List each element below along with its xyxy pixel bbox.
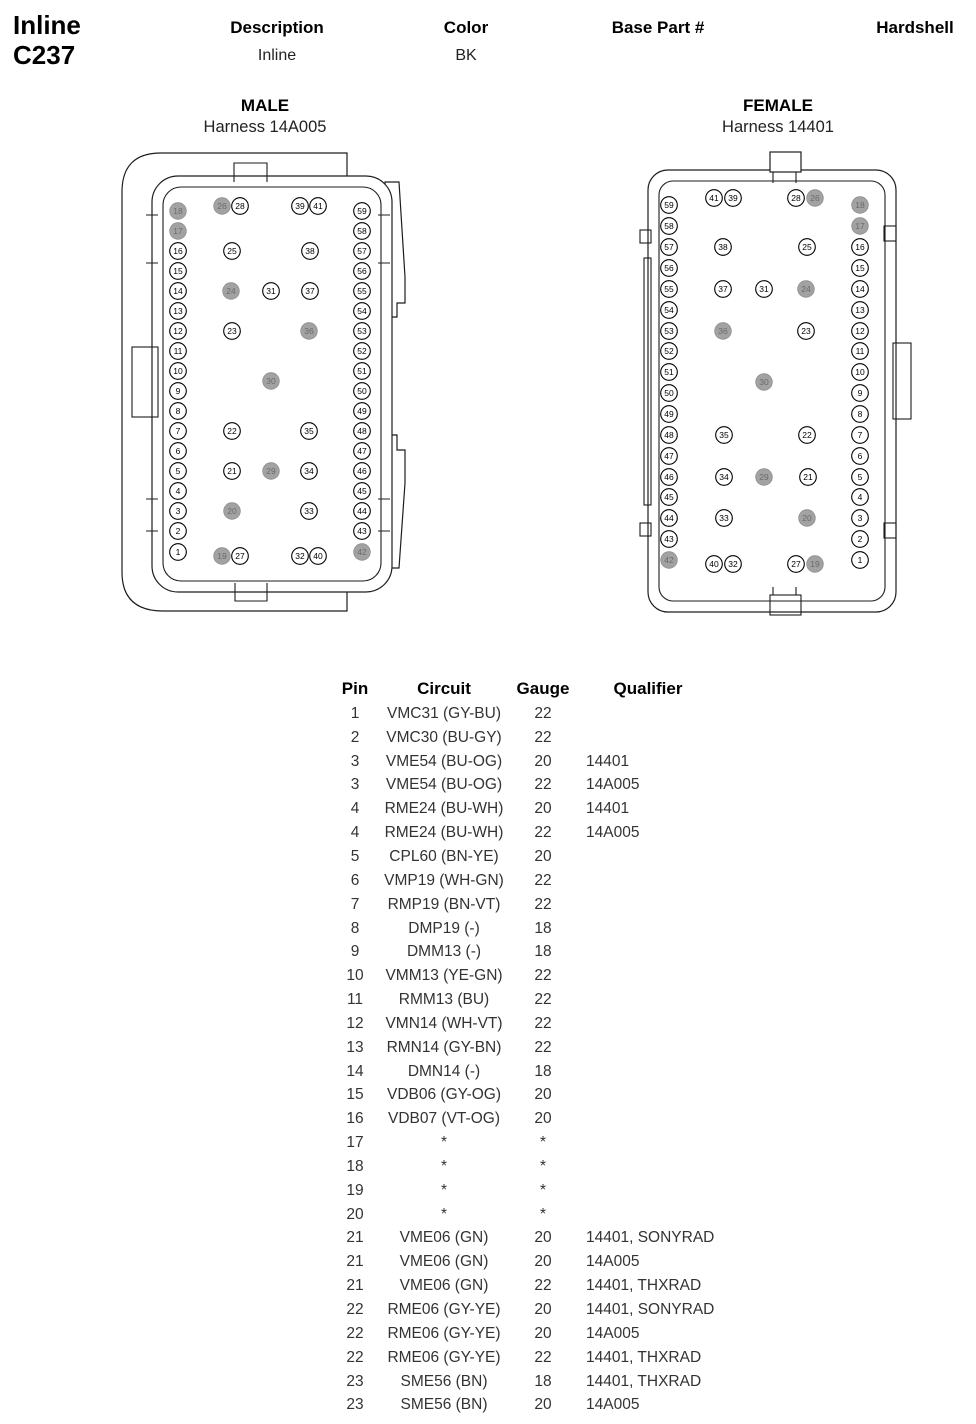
cell-circ: CPL60 (BN-YE) [389,847,499,865]
pin-number-label: 8 [857,409,863,419]
pin-number-label: 51 [664,367,674,377]
pin-number-label: 25 [802,242,812,252]
pin-number-label: 43 [357,526,367,536]
table-row [0,1084,976,1108]
table-row [0,940,976,964]
cell-pin: 3 [350,776,360,794]
female-subtitle: Harness 14401 [722,118,834,136]
cell-circ: VME54 (BU-OG) [385,776,503,794]
pin-number-label: 47 [664,451,674,461]
pin-number-label: 56 [357,266,367,276]
pin-number-label: 10 [173,366,183,376]
pin-number-label: 6 [175,446,181,456]
cell-pin: 9 [350,943,360,961]
pin-number-label: 17 [173,226,183,236]
pin-number-label: 46 [664,472,674,482]
cell-qual: 14A005 [586,776,640,794]
cell-circ: RME06 (GY-YE) [387,1324,501,1342]
pin-number-label: 31 [759,284,769,294]
table-row [0,1322,976,1346]
header-pin: Pin [341,679,369,698]
pin-number-label: 55 [664,284,674,294]
pin-number-label: 52 [664,346,674,356]
cell-pin: 8 [350,919,360,937]
connector-id-label: C237 [13,40,76,70]
cell-circ: VMP19 (WH-GN) [384,871,504,889]
cell-circ: * [440,1157,448,1175]
pin-number-label: 44 [664,513,674,523]
pin-number-label: 49 [357,406,367,416]
cell-gauge: 20 [534,1229,552,1247]
cell-qual: 14A005 [586,1396,640,1414]
pin-number-label: 34 [304,466,314,476]
pin-number-label: 7 [175,426,181,436]
cell-gauge: 22 [534,1348,552,1366]
male-title: MALE [240,96,290,115]
pin-number-label: 29 [266,466,276,476]
table-row [0,797,976,821]
header-gauge: Gauge [516,679,570,698]
pin-number-label: 30 [266,376,276,386]
pin-number-label: 32 [295,551,305,561]
cell-gauge: * [539,1134,547,1152]
table-row [0,1298,976,1322]
female-title: FEMALE [743,96,813,115]
table-row [0,917,976,941]
pin-number-label: 12 [173,326,183,336]
cell-qual: 14401, THXRAD [586,1372,702,1390]
table-row [0,1179,976,1203]
pin-number-label: 41 [709,193,719,203]
pin-number-label: 30 [759,377,769,387]
cell-gauge: 20 [534,752,552,770]
pin-number-label: 3 [857,513,863,523]
pin-number-label: 23 [801,326,811,336]
pin-number-label: 5 [857,472,863,482]
cell-pin: 19 [346,1181,364,1199]
table-row [0,1012,976,1036]
cell-circ: VMN14 (WH-VT) [385,1014,503,1032]
pin-number-label: 31 [266,286,276,296]
cell-gauge: 22 [534,895,552,913]
pin-number-label: 14 [173,286,183,296]
pin-number-label: 13 [173,306,183,316]
cell-circ: VME54 (BU-OG) [385,752,503,770]
cell-pin: 22 [346,1301,364,1319]
cell-pin: 15 [346,1086,364,1104]
pin-number-label: 33 [719,513,729,523]
cell-gauge: 22 [534,1038,552,1056]
pin-number-label: 20 [227,506,237,516]
color-value: BK [455,47,477,64]
cell-gauge: 18 [534,943,552,961]
cell-qual: 14401 [586,800,630,818]
pin-number-label: 35 [304,426,314,436]
male-subtitle: Harness 14A005 [203,118,327,136]
pin-number-label: 49 [664,409,674,419]
cell-gauge: 22 [534,704,552,722]
cell-pin: 14 [346,1062,364,1080]
cell-pin: 4 [350,800,360,818]
pin-number-label: 24 [801,284,811,294]
cell-pin: 5 [350,847,360,865]
table-row [0,964,976,988]
cell-qual: 14A005 [586,1324,640,1342]
pin-number-label: 57 [357,246,367,256]
pin-number-label: 19 [217,551,227,561]
cell-pin: 18 [346,1157,364,1175]
pin-number-label: 38 [718,242,728,252]
pin-number-label: 53 [357,326,367,336]
header-circuit: Circuit [417,679,471,698]
pin-number-label: 59 [357,206,367,216]
table-row [0,702,976,726]
pin-number-label: 36 [304,326,314,336]
pin-number-label: 22 [227,426,237,436]
pin-number-label: 4 [175,486,181,496]
pin-number-label: 23 [227,326,237,336]
pin-number-label: 43 [664,534,674,544]
pin-number-label: 21 [803,472,813,482]
table-row [0,1227,976,1251]
pin-number-label: 44 [357,506,367,516]
pin-number-label: 33 [304,506,314,516]
table-row [0,845,976,869]
pin-number-label: 35 [719,430,729,440]
pin-number-label: 12 [855,326,865,336]
pin-number-label: 2 [857,534,863,544]
table-row [0,1370,976,1394]
pin-number-label: 42 [357,547,367,557]
pin-number-label: 40 [709,559,719,569]
cell-circ: * [440,1181,448,1199]
cell-pin: 10 [346,967,364,985]
cell-circ: VMC30 (BU-GY) [386,728,502,746]
cell-pin: 21 [346,1229,364,1247]
pin-number-label: 39 [728,193,738,203]
cell-gauge: 22 [534,871,552,889]
pin-number-label: 20 [802,513,812,523]
pin-number-label: 55 [357,286,367,296]
female-connector-diagram [635,140,925,620]
pin-number-label: 45 [664,492,674,502]
pin-number-label: 28 [791,193,801,203]
pin-number-label: 11 [855,346,865,356]
pin-number-label: 45 [357,486,367,496]
table-row [0,1393,976,1417]
pin-number-label: 47 [357,446,367,456]
pin-number-label: 32 [728,559,738,569]
cell-circ: VME06 (GN) [399,1277,489,1295]
cell-circ: RMP19 (BN-VT) [387,895,501,913]
pin-number-label: 41 [313,201,323,211]
pin-number-label: 11 [173,346,183,356]
pin-number-label: 26 [810,193,820,203]
pin-number-label: 18 [173,206,183,216]
pin-number-label: 17 [855,221,865,231]
table-row [0,893,976,917]
cell-qual: 14401, SONYRAD [586,1301,715,1319]
cell-circ: SME56 (BN) [400,1396,488,1414]
cell-circ: DMP19 (-) [408,919,480,937]
table-row [0,750,976,774]
table-row [0,1036,976,1060]
pin-number-label: 22 [802,430,812,440]
cell-pin: 7 [350,895,360,913]
pin-number-label: 8 [175,406,181,416]
cell-gauge: 20 [534,1324,552,1342]
cell-gauge: 20 [534,1396,552,1414]
cell-pin: 21 [346,1253,364,1271]
table-row [0,1131,976,1155]
pin-number-label: 56 [664,263,674,273]
pin-number-label: 58 [664,221,674,231]
pin-number-label: 15 [855,263,865,273]
table-row [0,1346,976,1370]
pin-number-label: 21 [227,466,237,476]
cell-circ: * [440,1205,448,1223]
cell-circ: RME24 (BU-WH) [384,800,504,818]
pin-number-label: 48 [664,430,674,440]
cell-gauge: 20 [534,1301,552,1319]
pin-number-label: 16 [173,246,183,256]
pin-number-label: 28 [235,201,245,211]
pin-number-label: 51 [357,366,367,376]
cell-circ: RMM13 (BU) [398,991,490,1009]
pin-table-body [0,702,976,1417]
pin-number-label: 42 [664,555,674,565]
table-row [0,988,976,1012]
cell-pin: 20 [346,1205,364,1223]
cell-gauge: 22 [534,967,552,985]
pin-number-label: 18 [855,200,865,210]
cell-circ: VDB06 (GY-OG) [387,1086,501,1104]
cell-circ: VME06 (GN) [399,1229,489,1247]
cell-gauge: 18 [534,1062,552,1080]
cell-gauge: 18 [534,919,552,937]
description-header: Description [230,18,324,37]
cell-qual: 14A005 [586,824,640,842]
pin-number-label: 16 [855,242,865,252]
table-row [0,774,976,798]
pin-number-label: 1 [857,555,863,565]
pin-number-label: 2 [175,526,181,536]
cell-pin: 2 [350,728,360,746]
pin-number-label: 50 [664,388,674,398]
pin-number-label: 57 [664,242,674,252]
pin-number-label: 46 [357,466,367,476]
cell-gauge: 20 [534,800,552,818]
pin-number-label: 19 [810,559,820,569]
table-row [0,1203,976,1227]
cell-pin: 11 [346,991,364,1009]
pin-number-label: 3 [175,506,181,516]
table-row [0,1107,976,1131]
pin-number-label: 54 [664,305,674,315]
cell-gauge: * [539,1181,547,1199]
pin-number-label: 50 [357,386,367,396]
pin-number-label: 27 [235,551,245,561]
table-row [0,1060,976,1084]
cell-pin: 21 [346,1277,364,1295]
pin-table-header [0,676,976,702]
pin-number-label: 10 [855,367,865,377]
male-connector-diagram [115,140,445,620]
pin-number-label: 1 [175,547,181,557]
pin-number-label: 38 [305,246,315,256]
hardshell-header: Hardshell [876,18,954,37]
table-row [0,1274,976,1298]
cell-circ: VMC31 (GY-BU) [387,704,501,722]
pin-number-label: 34 [719,472,729,482]
pin-number-label: 9 [175,386,181,396]
connector-type-label: Inline [13,10,81,40]
table-row [0,726,976,750]
cell-gauge: 22 [534,1277,552,1295]
cell-pin: 13 [346,1038,364,1056]
cell-gauge: 22 [534,991,552,1009]
pin-number-label: 6 [857,451,863,461]
cell-pin: 22 [346,1324,364,1342]
pin-number-label: 13 [855,305,865,315]
table-row [0,1250,976,1274]
pin-number-label: 36 [718,326,728,336]
cell-gauge: 18 [534,1372,552,1390]
cell-gauge: 20 [534,847,552,865]
pin-number-label: 40 [313,551,323,561]
description-value: Inline [257,47,297,64]
pin-number-label: 14 [855,284,865,294]
cell-circ: RME06 (GY-YE) [387,1301,501,1319]
cell-pin: 3 [350,752,360,770]
cell-gauge: 20 [534,1086,552,1104]
cell-circ: * [440,1134,448,1152]
cell-gauge: 22 [534,776,552,794]
table-row [0,821,976,845]
cell-qual: 14401, THXRAD [586,1277,702,1295]
cell-pin: 12 [346,1014,364,1032]
pin-table [0,676,976,1417]
cell-pin: 16 [346,1110,364,1128]
cell-pin: 4 [350,824,360,842]
cell-gauge: 20 [534,1253,552,1271]
pin-number-label: 37 [305,286,315,296]
cell-circ: SME56 (BN) [400,1372,488,1390]
cell-qual: 14401, THXRAD [586,1348,702,1366]
pin-number-label: 39 [295,201,305,211]
cell-qual: 14401 [586,752,630,770]
cell-circ: VME06 (GN) [399,1253,489,1271]
color-header: Color [443,18,489,37]
pin-number-label: 27 [791,559,801,569]
cell-circ: DMN14 (-) [407,1062,481,1080]
cell-pin: 23 [346,1396,364,1414]
cell-gauge: 20 [534,1110,552,1128]
cell-gauge: 22 [534,1014,552,1032]
pin-number-label: 5 [175,466,181,476]
pin-number-label: 26 [217,201,227,211]
pin-number-label: 59 [664,200,674,210]
female-top-tab [770,152,801,172]
pin-number-label: 29 [759,472,769,482]
cell-gauge: * [539,1205,547,1223]
cell-gauge: * [539,1157,547,1175]
page-title [13,10,81,70]
pin-number-label: 53 [664,326,674,336]
pin-number-label: 4 [857,492,863,502]
cell-pin: 6 [350,871,360,889]
pin-number-label: 52 [357,346,367,356]
cell-circ: VDB07 (VT-OG) [388,1110,500,1128]
cell-circ: RMN14 (GY-BN) [386,1038,502,1056]
cell-circ: DMM13 (-) [406,943,482,961]
cell-pin: 23 [346,1372,364,1390]
table-row [0,1155,976,1179]
cell-qual: 14A005 [586,1253,640,1271]
table-row [0,869,976,893]
pin-number-label: 25 [227,246,237,256]
pin-number-label: 48 [357,426,367,436]
cell-gauge: 22 [534,824,552,842]
pin-number-label: 24 [226,286,236,296]
pin-number-label: 15 [173,266,183,276]
cell-pin: 17 [346,1134,364,1152]
pin-number-label: 7 [857,430,863,440]
header-qualifier: Qualifier [613,679,683,698]
pin-number-label: 9 [857,388,863,398]
pin-number-label: 58 [357,226,367,236]
pin-number-label: 54 [357,306,367,316]
cell-pin: 22 [346,1348,364,1366]
cell-pin: 1 [350,704,360,722]
cell-circ: RME06 (GY-YE) [387,1348,501,1366]
cell-circ: RME24 (BU-WH) [384,824,504,842]
pin-number-label: 37 [718,284,728,294]
cell-gauge: 22 [534,728,552,746]
cell-qual: 14401, SONYRAD [586,1229,715,1247]
base-part-header: Base Part # [611,18,705,37]
cell-circ: VMM13 (YE-GN) [385,967,503,985]
